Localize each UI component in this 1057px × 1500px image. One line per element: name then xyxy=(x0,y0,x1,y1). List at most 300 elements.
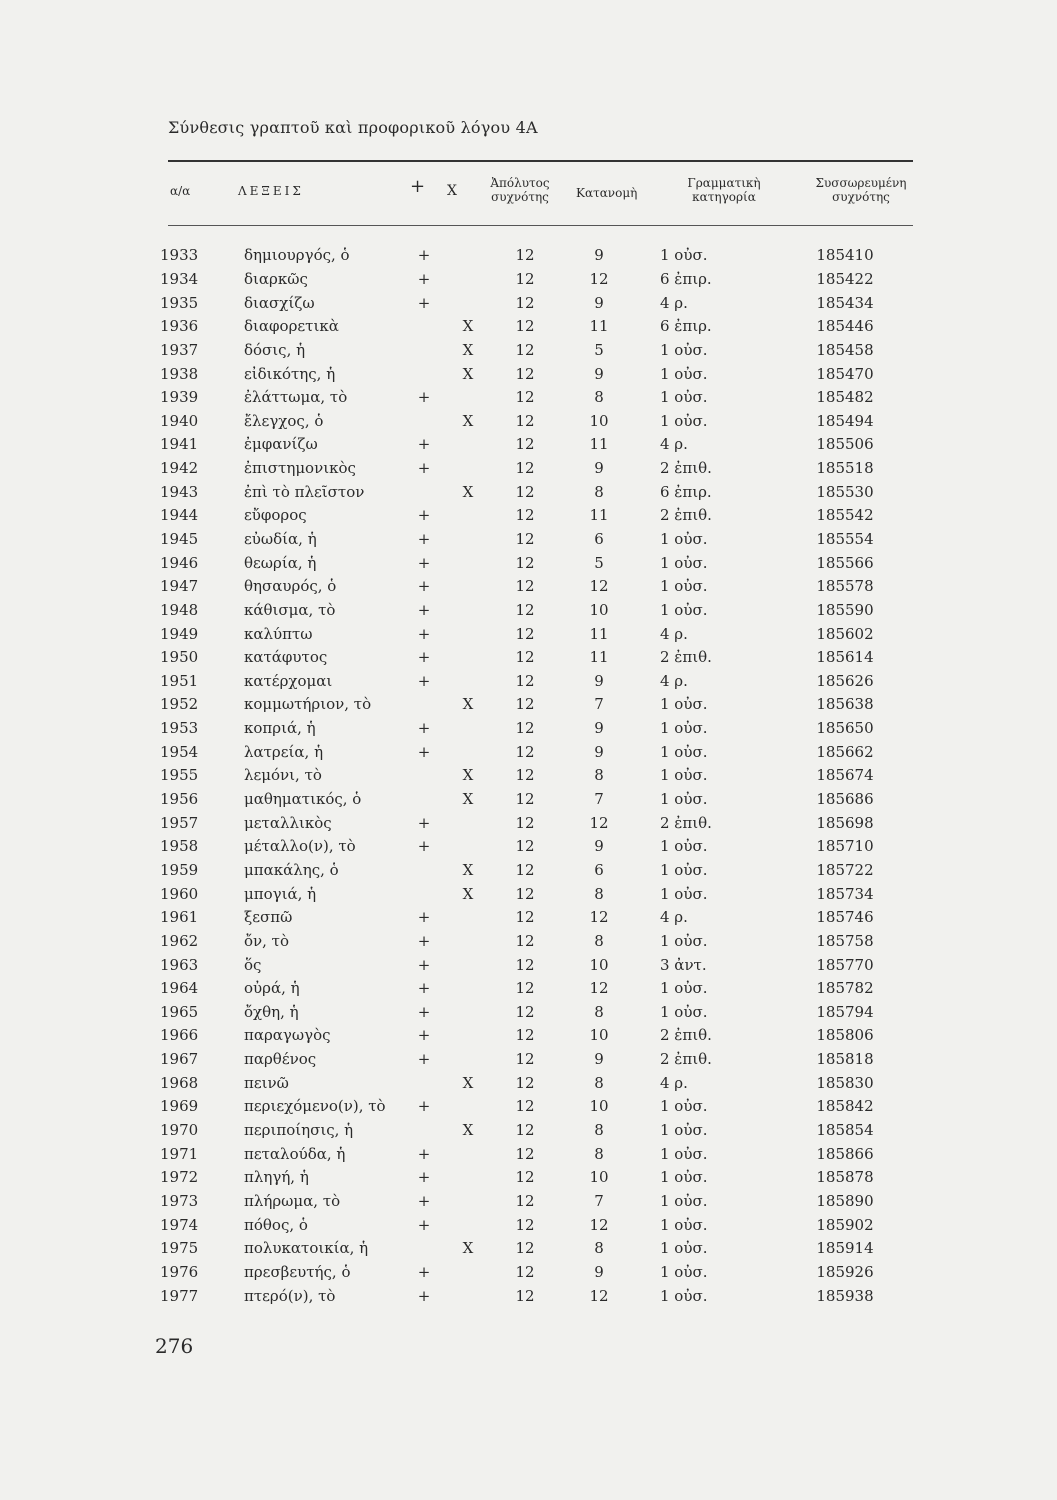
grammatical-category-cell: 4 ρ. xyxy=(660,908,688,927)
row-number-cell: 1939 xyxy=(160,388,199,407)
grammatical-category-cell: 1 οὐσ. xyxy=(660,1168,708,1187)
plus-mark-cell: + xyxy=(417,1168,431,1187)
plus-mark-cell: + xyxy=(417,246,431,265)
table-row xyxy=(148,386,890,410)
cumulative-frequency-cell: 185494 xyxy=(816,411,874,430)
absolute-frequency-cell: 12 xyxy=(515,1215,535,1234)
table-row xyxy=(148,551,890,575)
table-row xyxy=(148,315,890,339)
distribution-cell: 8 xyxy=(594,1002,604,1021)
row-number-cell: 1941 xyxy=(160,435,199,454)
plus-mark-cell xyxy=(404,1237,444,1261)
plus-mark-cell xyxy=(404,764,444,788)
word-cell: ἔλεγχος, ὁ xyxy=(244,411,324,430)
absolute-frequency-cell: 12 xyxy=(515,1073,535,1092)
cumulative-frequency-cell: 185902 xyxy=(816,1215,874,1234)
distribution-cell: 9 xyxy=(594,719,604,738)
absolute-frequency-cell: 12 xyxy=(515,1144,535,1163)
x-mark-cell xyxy=(444,244,492,268)
word-cell: θεωρία, ἡ xyxy=(244,553,317,572)
x-mark-cell xyxy=(444,906,492,930)
grammatical-category-cell: 6 ἐπιρ. xyxy=(660,269,712,288)
x-mark-cell: X xyxy=(462,884,474,903)
cumulative-frequency-cell: 185422 xyxy=(816,269,874,288)
table-row xyxy=(148,882,890,906)
grammatical-category-cell: 1 οὐσ. xyxy=(660,1191,708,1210)
grammatical-category-cell: 1 οὐσ. xyxy=(660,766,708,785)
x-mark-cell xyxy=(444,1142,492,1166)
plus-mark-cell: + xyxy=(417,600,431,619)
word-cell: παραγωγὸς xyxy=(244,1026,331,1045)
page-number: 276 xyxy=(155,1334,194,1358)
absolute-frequency-cell: 12 xyxy=(515,1002,535,1021)
word-cell: μεταλλικὸς xyxy=(244,813,332,832)
row-number-cell: 1942 xyxy=(160,459,199,478)
word-cell: πολυκατοικία, ἡ xyxy=(244,1239,369,1258)
distribution-cell: 11 xyxy=(589,648,609,667)
grammatical-category-cell: 1 οὐσ. xyxy=(660,860,708,879)
table-row xyxy=(148,599,890,623)
absolute-frequency-cell: 12 xyxy=(515,1191,535,1210)
absolute-frequency-cell: 12 xyxy=(515,246,535,265)
absolute-frequency-cell: 12 xyxy=(515,364,535,383)
distribution-cell: 8 xyxy=(594,1144,604,1163)
x-mark-cell: X xyxy=(462,482,474,501)
grammatical-category-cell: 1 οὐσ. xyxy=(660,530,708,548)
cumulative-frequency-cell: 185698 xyxy=(816,813,874,832)
plus-mark-cell xyxy=(404,480,444,504)
grammatical-category-cell: 4 ρ. xyxy=(660,671,688,690)
x-mark-cell xyxy=(444,457,492,481)
cumulative-frequency-cell: 185938 xyxy=(816,1286,874,1305)
absolute-frequency-cell: 12 xyxy=(515,317,535,336)
word-cell: πληγή, ἡ xyxy=(244,1168,309,1187)
plus-mark-cell: + xyxy=(417,577,431,596)
plus-mark-cell xyxy=(404,409,444,433)
x-mark-cell: X xyxy=(462,411,474,430)
plus-mark-cell: + xyxy=(417,742,431,761)
row-number-cell: 1936 xyxy=(160,317,199,336)
cumulative-frequency-cell: 185590 xyxy=(816,600,874,619)
absolute-frequency-cell: 12 xyxy=(515,719,535,738)
distribution-cell: 7 xyxy=(594,1191,604,1210)
distribution-cell: 9 xyxy=(594,1050,604,1069)
cumulative-frequency-cell: 185926 xyxy=(816,1262,874,1281)
plus-mark-cell: + xyxy=(417,1002,431,1021)
grammatical-category-cell: 1 οὐσ. xyxy=(660,884,708,903)
table-row xyxy=(148,1024,890,1048)
x-mark-cell xyxy=(444,1095,492,1119)
word-cell: ἐπὶ τὸ πλεῖστον xyxy=(244,482,365,501)
table-row xyxy=(148,1284,890,1308)
table-row xyxy=(148,1166,890,1190)
distribution-cell: 8 xyxy=(594,1239,604,1258)
cumulative-frequency-cell: 185446 xyxy=(816,317,874,336)
grammatical-category-cell: 1 οὐσ. xyxy=(660,1002,708,1021)
grammatical-category-cell: 1 οὐσ. xyxy=(660,1097,708,1116)
cumulative-frequency-cell: 185914 xyxy=(816,1239,874,1258)
row-number-cell: 1964 xyxy=(160,979,199,998)
row-number-cell: 1976 xyxy=(160,1262,199,1281)
grammatical-category-cell: 1 οὐσ. xyxy=(660,1121,708,1140)
row-number-cell: 1973 xyxy=(160,1191,199,1210)
frequency-table xyxy=(148,244,890,1308)
cumulative-frequency-cell: 185782 xyxy=(816,979,874,998)
distribution-cell: 8 xyxy=(594,1073,604,1092)
distribution-cell: 10 xyxy=(589,1097,609,1116)
absolute-frequency-cell: 12 xyxy=(515,1262,535,1281)
x-mark-cell xyxy=(444,268,492,292)
absolute-frequency-cell: 12 xyxy=(515,1026,535,1045)
table-row xyxy=(148,480,890,504)
distribution-cell: 9 xyxy=(594,246,604,265)
absolute-frequency-cell: 12 xyxy=(515,1168,535,1187)
page-title: Σύνθεσις γραπτοῦ καὶ προφορικοῦ λόγου 4Α xyxy=(168,118,538,137)
row-number-cell: 1952 xyxy=(160,695,199,714)
row-number-cell: 1943 xyxy=(160,482,199,501)
row-number-cell: 1950 xyxy=(160,648,199,667)
header-absolute-frequency: Ἀπόλυτος συχνότης xyxy=(490,176,550,204)
table-row xyxy=(148,409,890,433)
x-mark-cell xyxy=(444,1261,492,1285)
table-row xyxy=(148,268,890,292)
grammatical-category-cell: 1 οὐσ. xyxy=(660,1215,708,1234)
word-cell: ὄν, τὸ xyxy=(244,931,290,950)
row-number-cell: 1970 xyxy=(160,1121,199,1140)
row-number-cell: 1961 xyxy=(160,908,199,927)
word-cell: δόσις, ἡ xyxy=(244,340,306,359)
plus-mark-cell: + xyxy=(417,1050,431,1069)
distribution-cell: 8 xyxy=(594,388,604,407)
word-cell: κάθισμα, τὸ xyxy=(244,600,336,619)
grammatical-category-cell: 1 οὐσ. xyxy=(660,719,708,738)
absolute-frequency-cell: 12 xyxy=(515,482,535,501)
distribution-cell: 10 xyxy=(589,600,609,619)
plus-mark-cell: + xyxy=(417,624,431,643)
x-mark-cell: X xyxy=(462,364,474,383)
cumulative-frequency-cell: 185734 xyxy=(816,884,874,903)
x-mark-cell xyxy=(444,433,492,457)
grammatical-category-cell: 4 ρ. xyxy=(660,435,688,454)
cumulative-frequency-cell: 185518 xyxy=(816,459,874,478)
absolute-frequency-cell: 12 xyxy=(515,269,535,288)
distribution-cell: 8 xyxy=(594,884,604,903)
distribution-cell: 9 xyxy=(594,1262,604,1281)
header-distribution: Κατανομὴ xyxy=(576,186,638,200)
x-mark-cell xyxy=(444,953,492,977)
plus-mark-cell: + xyxy=(417,388,431,407)
plus-mark-cell xyxy=(404,362,444,386)
grammatical-category-cell: 1 οὐσ. xyxy=(660,553,708,572)
plus-mark-cell: + xyxy=(417,269,431,288)
grammatical-category-cell: 6 ἐπιρ. xyxy=(660,482,712,501)
cumulative-frequency-cell: 185458 xyxy=(816,340,874,359)
plus-mark-cell xyxy=(404,859,444,883)
x-mark-cell xyxy=(444,599,492,623)
x-mark-cell: X xyxy=(462,790,474,809)
x-mark-cell xyxy=(444,977,492,1001)
x-mark-cell xyxy=(444,1048,492,1072)
absolute-frequency-cell: 12 xyxy=(515,1239,535,1258)
table-row xyxy=(148,622,890,646)
absolute-frequency-cell: 12 xyxy=(515,837,535,856)
x-mark-cell: X xyxy=(462,1121,474,1140)
row-number-cell: 1947 xyxy=(160,577,199,596)
cumulative-frequency-cell: 185806 xyxy=(816,1026,874,1045)
cumulative-frequency-cell: 185626 xyxy=(816,671,874,690)
grammatical-category-cell: 2 ἐπιθ. xyxy=(660,459,712,478)
absolute-frequency-cell: 12 xyxy=(515,1097,535,1116)
grammatical-category-cell: 1 οὐσ. xyxy=(660,364,708,383)
word-cell: περιεχόμενο(ν), τὸ xyxy=(244,1097,386,1116)
plus-mark-cell: + xyxy=(417,1026,431,1045)
table-row xyxy=(148,1213,890,1237)
x-mark-cell: X xyxy=(462,317,474,336)
row-number-cell: 1935 xyxy=(160,293,199,312)
cumulative-frequency-cell: 185878 xyxy=(816,1168,874,1187)
plus-mark-cell: + xyxy=(417,955,431,974)
grammatical-category-cell: 2 ἐπιθ. xyxy=(660,813,712,832)
distribution-cell: 12 xyxy=(589,577,609,596)
plus-mark-cell xyxy=(404,315,444,339)
plus-mark-cell: + xyxy=(417,506,431,525)
grammatical-category-cell: 1 οὐσ. xyxy=(660,790,708,809)
row-number-cell: 1946 xyxy=(160,553,199,572)
row-number-cell: 1945 xyxy=(160,530,199,548)
distribution-cell: 10 xyxy=(589,955,609,974)
grammatical-category-cell: 1 οὐσ. xyxy=(660,1286,708,1305)
distribution-cell: 6 xyxy=(594,530,604,548)
cumulative-frequency-cell: 185830 xyxy=(816,1073,874,1092)
header-grammatical-category: Γραμματικὴ κατηγορία xyxy=(687,176,761,204)
word-cell: λεμόνι, τὸ xyxy=(244,766,322,785)
x-mark-cell xyxy=(444,386,492,410)
cumulative-frequency-cell: 185710 xyxy=(816,837,874,856)
absolute-frequency-cell: 12 xyxy=(515,766,535,785)
absolute-frequency-cell: 12 xyxy=(515,931,535,950)
cumulative-frequency-cell: 185638 xyxy=(816,695,874,714)
table-row xyxy=(148,788,890,812)
word-cell: πεινῶ xyxy=(244,1073,289,1092)
distribution-cell: 5 xyxy=(594,553,604,572)
x-mark-cell xyxy=(444,575,492,599)
table-row xyxy=(148,362,890,386)
distribution-cell: 10 xyxy=(589,411,609,430)
plus-mark-cell: + xyxy=(417,1191,431,1210)
x-mark-cell xyxy=(444,930,492,954)
header-aa: α/α xyxy=(170,184,191,198)
absolute-frequency-cell: 12 xyxy=(515,340,535,359)
header-words: ΛΕΞΕΙΣ xyxy=(238,184,304,198)
cumulative-frequency-cell: 185554 xyxy=(816,530,874,548)
x-mark-cell xyxy=(444,811,492,835)
plus-mark-cell: + xyxy=(417,908,431,927)
table-row xyxy=(148,1095,890,1119)
cumulative-frequency-cell: 185506 xyxy=(816,435,874,454)
cumulative-frequency-cell: 185614 xyxy=(816,648,874,667)
cumulative-frequency-cell: 185530 xyxy=(816,482,874,501)
absolute-frequency-cell: 12 xyxy=(515,435,535,454)
word-cell: κατέρχομαι xyxy=(244,671,333,690)
cumulative-frequency-cell: 185482 xyxy=(816,388,874,407)
plus-mark-cell: + xyxy=(417,719,431,738)
word-cell: κοπριά, ἡ xyxy=(244,719,316,738)
word-cell: κομμωτήριον, τὸ xyxy=(244,695,372,714)
absolute-frequency-cell: 12 xyxy=(515,648,535,667)
table-row xyxy=(148,740,890,764)
frequency-table-body xyxy=(148,244,890,1308)
x-mark-cell xyxy=(444,670,492,694)
distribution-cell: 8 xyxy=(594,482,604,501)
plus-mark-cell: + xyxy=(417,1097,431,1116)
plus-mark-cell: + xyxy=(417,837,431,856)
row-number-cell: 1948 xyxy=(160,600,199,619)
grammatical-category-cell: 1 οὐσ. xyxy=(660,1239,708,1258)
grammatical-category-cell: 1 οὐσ. xyxy=(660,411,708,430)
table-row xyxy=(148,811,890,835)
plus-mark-cell xyxy=(404,339,444,363)
table-row xyxy=(148,575,890,599)
row-number-cell: 1977 xyxy=(160,1286,199,1305)
cumulative-frequency-cell: 185470 xyxy=(816,364,874,383)
word-cell: πτερό(ν), τὸ xyxy=(244,1286,336,1305)
absolute-frequency-cell: 12 xyxy=(515,742,535,761)
cumulative-frequency-cell: 185674 xyxy=(816,766,874,785)
cumulative-frequency-cell: 185746 xyxy=(816,908,874,927)
word-cell: εὐωδία, ἡ xyxy=(244,530,317,548)
row-number-cell: 1949 xyxy=(160,624,199,643)
table-row xyxy=(148,835,890,859)
absolute-frequency-cell: 12 xyxy=(515,860,535,879)
plus-mark-cell: + xyxy=(417,671,431,690)
x-mark-cell xyxy=(444,1024,492,1048)
word-cell: δημιουργός, ὁ xyxy=(244,246,350,265)
x-mark-cell xyxy=(444,504,492,528)
absolute-frequency-cell: 12 xyxy=(515,553,535,572)
plus-mark-cell xyxy=(404,693,444,717)
distribution-cell: 12 xyxy=(589,1286,609,1305)
distribution-cell: 8 xyxy=(594,1121,604,1140)
cumulative-frequency-cell: 185842 xyxy=(816,1097,874,1116)
word-cell: μπογιά, ἡ xyxy=(244,884,317,903)
distribution-cell: 9 xyxy=(594,459,604,478)
x-mark-cell xyxy=(444,1213,492,1237)
grammatical-category-cell: 1 οὐσ. xyxy=(660,600,708,619)
cumulative-frequency-cell: 185650 xyxy=(816,719,874,738)
grammatical-category-cell: 2 ἐπιθ. xyxy=(660,506,712,525)
x-mark-cell xyxy=(444,835,492,859)
word-cell: οὐρά, ἡ xyxy=(244,979,300,998)
table-row xyxy=(148,693,890,717)
distribution-cell: 9 xyxy=(594,837,604,856)
plus-mark-cell: + xyxy=(417,931,431,950)
table-row xyxy=(148,953,890,977)
cumulative-frequency-cell: 185578 xyxy=(816,577,874,596)
word-cell: καλύπτω xyxy=(244,624,313,643)
table-row xyxy=(148,339,890,363)
absolute-frequency-cell: 12 xyxy=(515,459,535,478)
plus-mark-cell: + xyxy=(417,979,431,998)
distribution-cell: 11 xyxy=(589,317,609,336)
cumulative-frequency-cell: 185602 xyxy=(816,624,874,643)
absolute-frequency-cell: 12 xyxy=(515,1050,535,1069)
distribution-cell: 11 xyxy=(589,624,609,643)
row-number-cell: 1972 xyxy=(160,1168,199,1187)
absolute-frequency-cell: 12 xyxy=(515,908,535,927)
table-row xyxy=(148,646,890,670)
grammatical-category-cell: 1 οὐσ. xyxy=(660,388,708,407)
grammatical-category-cell: 1 οὐσ. xyxy=(660,1262,708,1281)
grammatical-category-cell: 4 ρ. xyxy=(660,624,688,643)
plus-mark-cell: + xyxy=(417,1286,431,1305)
word-cell: πλήρωμα, τὸ xyxy=(244,1191,341,1210)
distribution-cell: 5 xyxy=(594,340,604,359)
table-row xyxy=(148,859,890,883)
cumulative-frequency-cell: 185410 xyxy=(816,246,874,265)
distribution-cell: 8 xyxy=(594,766,604,785)
grammatical-category-cell: 1 οὐσ. xyxy=(660,931,708,950)
x-mark-cell: X xyxy=(462,695,474,714)
word-cell: ἐπιστημονικὸς xyxy=(244,459,356,478)
x-mark-cell xyxy=(444,717,492,741)
grammatical-category-cell: 1 οὐσ. xyxy=(660,979,708,998)
row-number-cell: 1937 xyxy=(160,340,199,359)
word-cell: λατρεία, ἡ xyxy=(244,742,324,761)
table-row xyxy=(148,457,890,481)
grammatical-category-cell: 1 οὐσ. xyxy=(660,1144,708,1163)
cumulative-frequency-cell: 185758 xyxy=(816,931,874,950)
row-number-cell: 1933 xyxy=(160,246,199,265)
cumulative-frequency-cell: 185890 xyxy=(816,1191,874,1210)
absolute-frequency-cell: 12 xyxy=(515,979,535,998)
x-mark-cell: X xyxy=(462,860,474,879)
distribution-cell: 7 xyxy=(594,695,604,714)
word-cell: εὔφορος xyxy=(244,506,307,525)
row-number-cell: 1934 xyxy=(160,269,199,288)
word-cell: θησαυρός, ὁ xyxy=(244,577,337,596)
grammatical-category-cell: 1 οὐσ. xyxy=(660,577,708,596)
table-row xyxy=(148,1071,890,1095)
cumulative-frequency-cell: 185434 xyxy=(816,293,874,312)
distribution-cell: 11 xyxy=(589,435,609,454)
row-number-cell: 1953 xyxy=(160,719,199,738)
cumulative-frequency-cell: 185566 xyxy=(816,553,874,572)
absolute-frequency-cell: 12 xyxy=(515,1121,535,1140)
header-bottom-rule xyxy=(168,225,913,226)
cumulative-frequency-cell: 185818 xyxy=(816,1050,874,1069)
row-number-cell: 1966 xyxy=(160,1026,199,1045)
x-mark-cell xyxy=(444,1190,492,1214)
absolute-frequency-cell: 12 xyxy=(515,955,535,974)
row-number-cell: 1962 xyxy=(160,931,199,950)
cumulative-frequency-cell: 185794 xyxy=(816,1002,874,1021)
plus-mark-cell: + xyxy=(417,813,431,832)
row-number-cell: 1974 xyxy=(160,1215,199,1234)
plus-mark-cell xyxy=(404,882,444,906)
cumulative-frequency-cell: 185662 xyxy=(816,742,874,761)
absolute-frequency-cell: 12 xyxy=(515,884,535,903)
distribution-cell: 12 xyxy=(589,979,609,998)
row-number-cell: 1957 xyxy=(160,813,199,832)
plus-mark-cell: + xyxy=(417,530,431,548)
table-row xyxy=(148,930,890,954)
grammatical-category-cell: 3 ἀντ. xyxy=(660,955,707,974)
table-row xyxy=(148,1048,890,1072)
absolute-frequency-cell: 12 xyxy=(515,411,535,430)
row-number-cell: 1958 xyxy=(160,837,199,856)
word-cell: μέταλλο(ν), τὸ xyxy=(244,837,356,856)
distribution-cell: 6 xyxy=(594,860,604,879)
